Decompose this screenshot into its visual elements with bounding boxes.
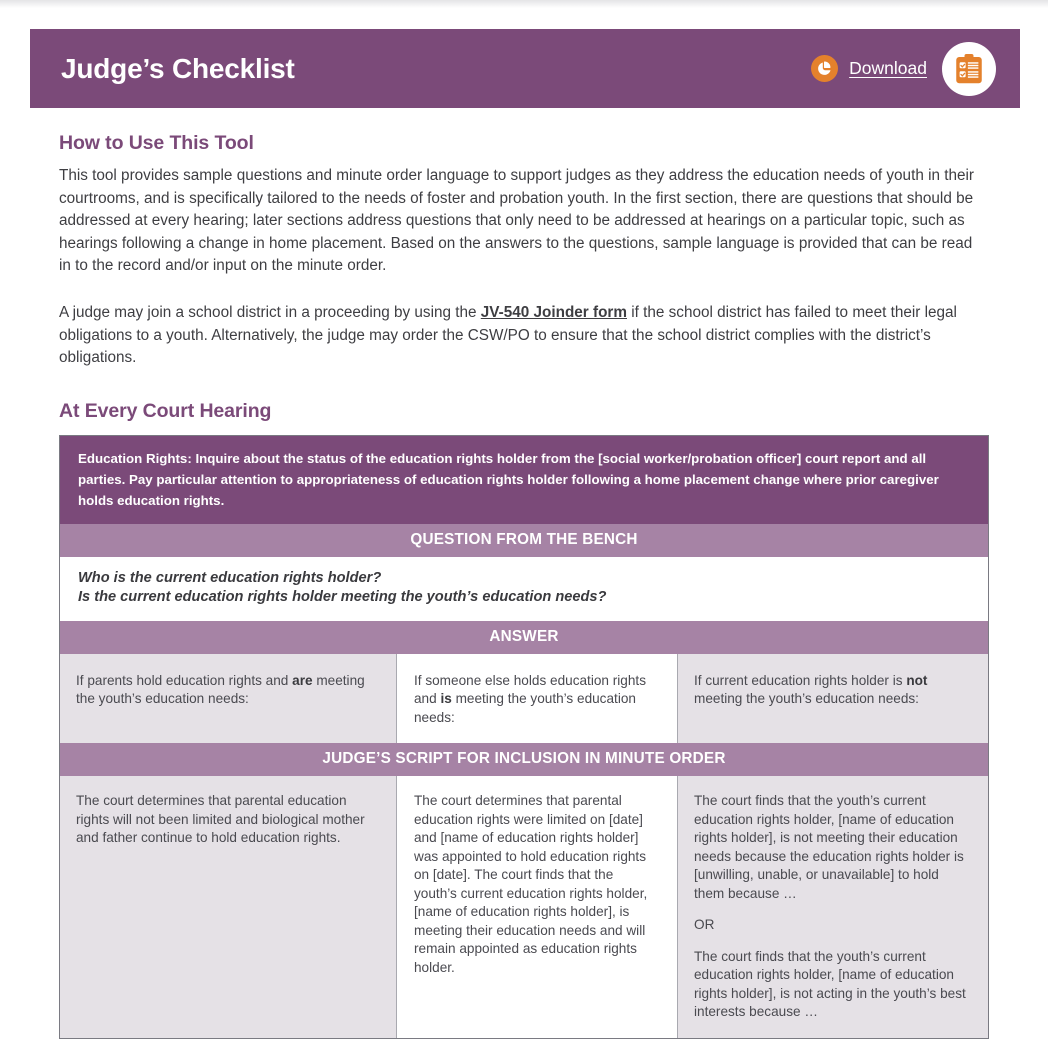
- download-button[interactable]: [811, 55, 927, 82]
- page-root: [0, 29, 1048, 1039]
- intro-paragraph-2: [59, 302, 981, 370]
- answer-1-bold: are: [292, 672, 313, 688]
- script-row: [60, 776, 988, 1038]
- table-prompt-row: Education Rights: Inquire about the status of the education rights holder from the [social worker/probation officer] court report and all parties. Pay particular attention to appropriateness of education rights holder following a home placement change where prior caregiver holds education rights.: [60, 436, 988, 524]
- how-to-use-heading: How to Use This Tool: [59, 132, 254, 154]
- answer-1-before: If parents hold education rights and: [76, 672, 293, 688]
- answer-cell-1: [60, 654, 396, 744]
- education-rights-table: [59, 435, 989, 1039]
- answer-row: [60, 654, 988, 744]
- script-cell-3: [678, 776, 988, 1038]
- download-label: Download: [849, 58, 927, 78]
- answer-cell-2: [396, 654, 678, 744]
- answer-3-after: meeting the youth’s education needs:: [694, 691, 919, 707]
- page-title: Judge’s Checklist: [61, 52, 295, 84]
- mouse-icon: [811, 55, 838, 82]
- script-3-paragraph-2: The court finds that the youth’s current education rights holder, [name of education rights holder], is not acting in the youth’s best interests because …: [694, 948, 966, 1020]
- script-1-paragraph-1: The court determines that parental education rights will not been limited and biological mother and father continue to hold education rights.: [76, 793, 365, 846]
- top-browser-strip: [0, 0, 1048, 8]
- jv540-joinder-form-link[interactable]: JV-540 Joinder form: [480, 303, 627, 321]
- page-header-banner: [30, 29, 1020, 108]
- script-cell-2: [396, 776, 678, 1038]
- question-band-header: QUESTION FROM THE BENCH: [60, 524, 988, 557]
- intro-paragraph-2-after: if the school district has failed to meet their legal obligations to a youth. Alternatively, the judge may order the CSW/PO to ensure that the school district complies with the district’s obligations.: [59, 303, 957, 367]
- answer-3-bold: not: [906, 672, 928, 688]
- answer-2-bold: is: [440, 691, 452, 707]
- script-band-header: JUDGE’S SCRIPT FOR INCLUSION IN MINUTE ORDER: [60, 743, 988, 776]
- script-2-paragraph-1: The court determines that parental education rights were limited on [date] and [name of education rights holder] was appointed to hold education rights on [date]. The court finds that the youth’s current education rights holder, [name of education rights holder], is meeting their education needs and will remain appointed as education rights holder.: [414, 793, 648, 975]
- intro-paragraph-1: This tool provides sample questions and minute order language to support judges as they address the education needs of youth in their courtrooms, and is specifically tailored to the needs of foster and probation youth. In the first section, there are questions that should be addressed at every hearing; later sections address questions that only need to be addressed at hearings on a particular topic, such as hearings following a change in home placement. Based on the answers to the questions, sample language is provided that can be read in to the record and/or input on the minute order.: [59, 167, 974, 275]
- intro-paragraph-2-before: A judge may join a school district in a proceeding by using the: [59, 303, 481, 321]
- answer-2-after: meeting the youth’s education needs:: [414, 691, 636, 725]
- answer-cell-3: [678, 654, 988, 744]
- answer-band-header: ANSWER: [60, 621, 988, 654]
- page-content: [0, 132, 1048, 1039]
- question-cell: [60, 557, 988, 621]
- script-3-paragraph-1: The court finds that the youth’s current education rights holder, [name of education rights holder], is not meeting their education needs because the education rights holder is [unwilling, unable, or unavailable] to hold them because …: [694, 793, 964, 901]
- answer-1-after: meeting the youth’s education needs:: [76, 672, 365, 707]
- question-line-1: Who is the current education rights holder?: [78, 569, 382, 586]
- script-3-or-separator: OR: [694, 917, 715, 933]
- answer-3-before: If current education rights holder is: [694, 672, 907, 688]
- clipboard-checklist-icon: [942, 42, 996, 96]
- script-cell-1: [60, 776, 396, 1038]
- question-line-2: Is the current education rights holder meeting the youth’s education needs?: [78, 589, 607, 606]
- answer-2-before: If someone else holds education rights and: [414, 672, 646, 707]
- at-every-court-hearing-heading: At Every Court Hearing: [59, 399, 272, 422]
- header-actions: [811, 42, 996, 96]
